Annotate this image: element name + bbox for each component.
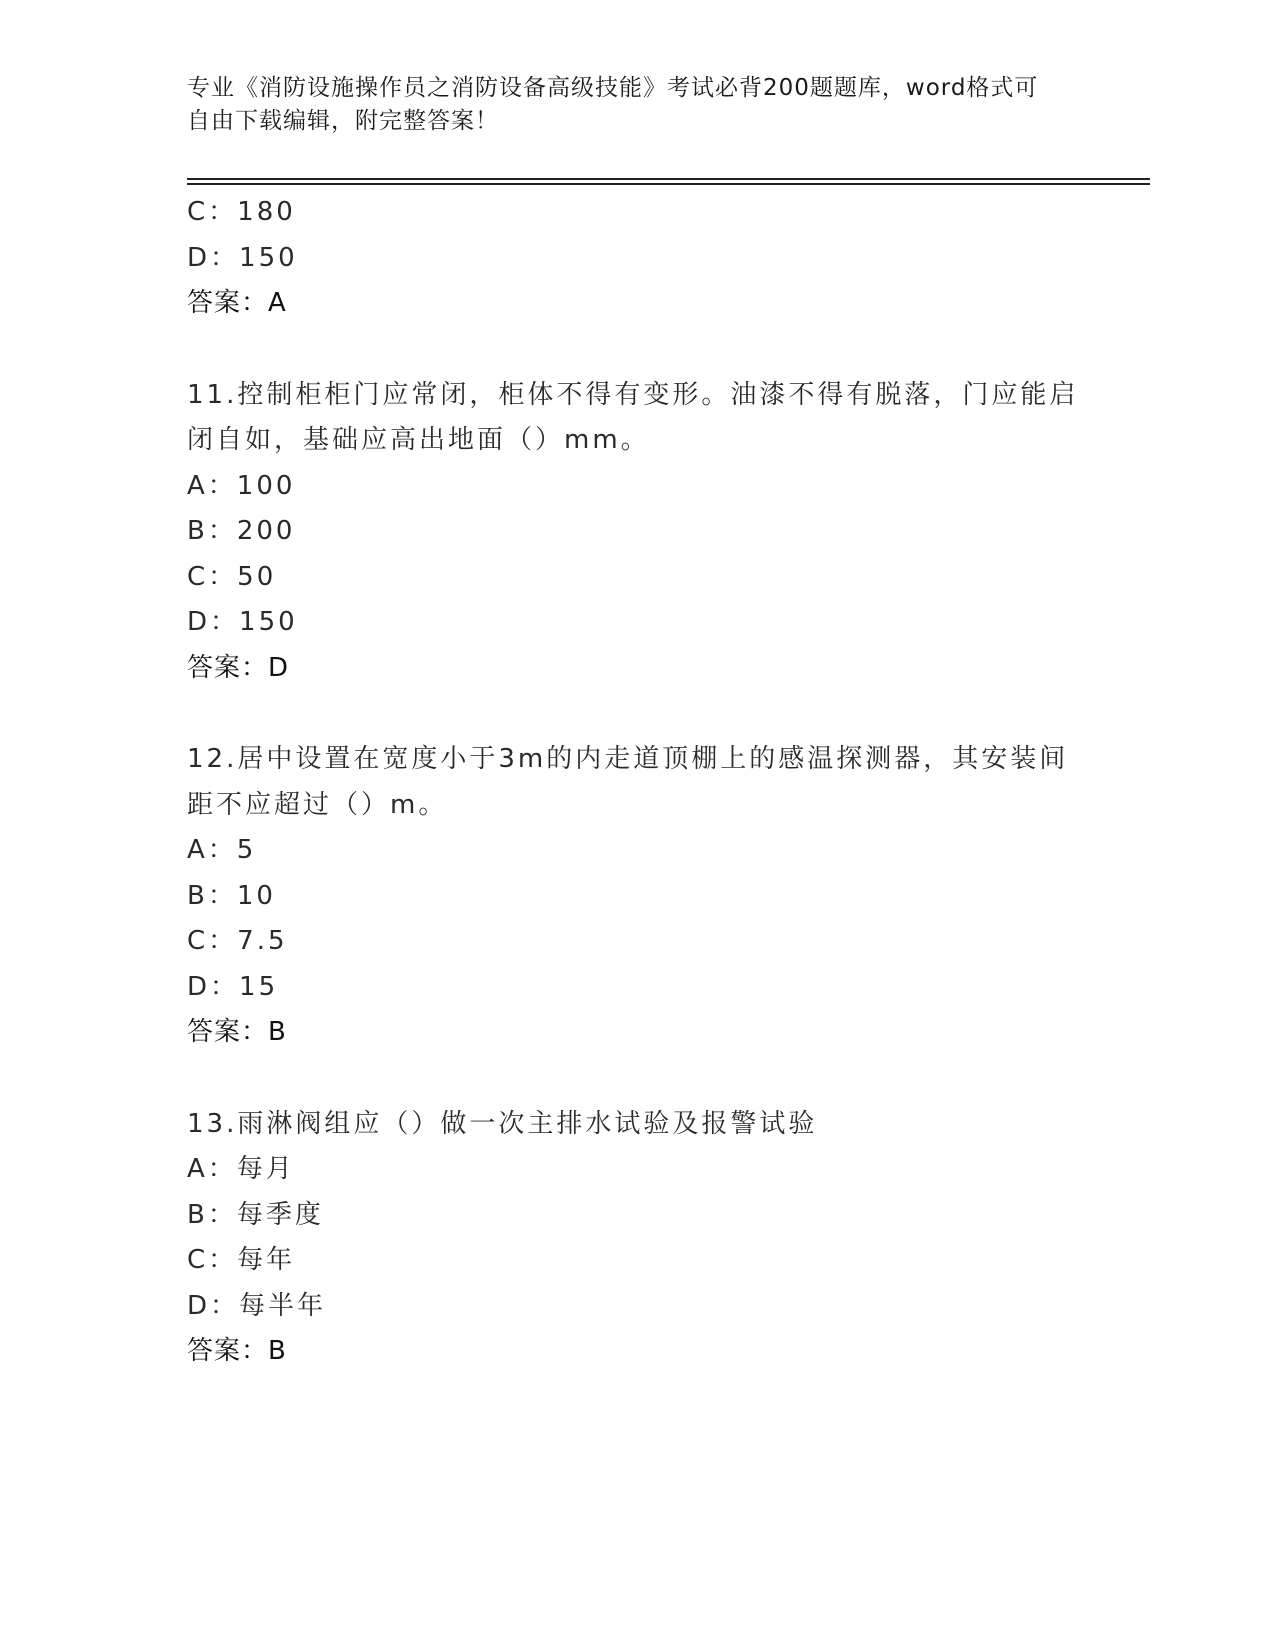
- header-line-2: 自由下载编辑，附完整答案！: [187, 108, 499, 134]
- answer-line: 答案：A: [187, 288, 287, 318]
- option-c: C：7.5: [187, 926, 288, 956]
- question-text: 距不应超过（）m。: [187, 789, 448, 820]
- option-d: D：每半年: [187, 1290, 327, 1321]
- option-b: B：每季度: [187, 1199, 324, 1230]
- question-11: [187, 373, 1087, 692]
- option-c: C：180: [187, 197, 296, 227]
- option-c: C：每年: [187, 1245, 296, 1275]
- answer-line: 答案：B: [187, 1336, 287, 1366]
- answer-line: 答案：B: [187, 1017, 287, 1047]
- question-13: [187, 1102, 1087, 1375]
- option-d: D：150: [187, 242, 298, 273]
- option-b: B：10: [187, 880, 276, 911]
- question-text: 13.雨淋阀组应（）做一次主排水试验及报警试验: [187, 1108, 818, 1139]
- option-b: B：200: [187, 516, 296, 546]
- option-a: A：5: [187, 835, 257, 865]
- question-12: [187, 737, 1087, 1056]
- question-text: 闭自如，基础应高出地面（）mm。: [187, 425, 650, 455]
- option-c: C：50: [187, 561, 277, 592]
- header-divider-top: [187, 178, 1150, 180]
- answer-line: 答案：D: [187, 652, 290, 683]
- option-d: D：150: [187, 607, 298, 637]
- option-d: D：15: [187, 971, 279, 1002]
- question-partial: [187, 190, 1087, 327]
- question-text: 11.控制柜柜门应常闭，柜体不得有变形。油漆不得有脱落，门应能启: [187, 379, 1079, 410]
- question-text: 12.居中设置在宽度小于3m的内走道顶棚上的感温探测器，其安装间: [187, 744, 1069, 774]
- document-header: [187, 72, 1067, 138]
- header-divider-bottom: [187, 183, 1150, 185]
- question-list: [187, 190, 1087, 1375]
- header-line-1: 专业《消防设施操作员之消防设备高级技能》考试必背200题题库，word格式可: [187, 75, 1039, 101]
- option-a: A：100: [187, 470, 296, 501]
- option-a: A：每月: [187, 1154, 295, 1184]
